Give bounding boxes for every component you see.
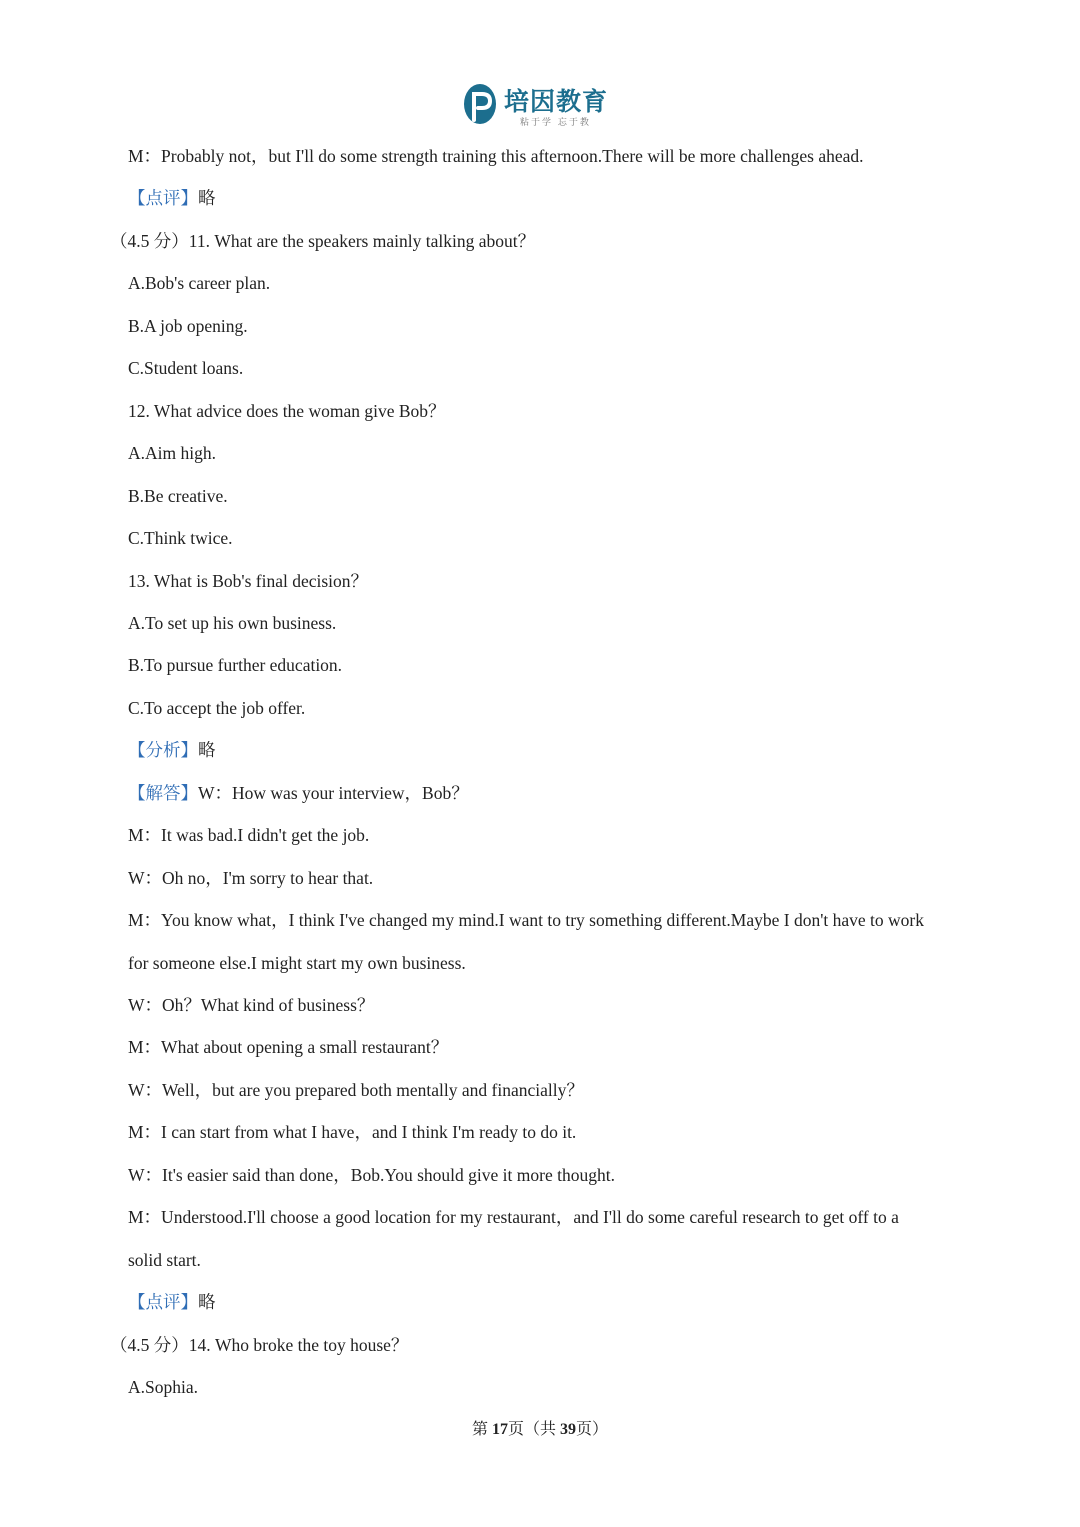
text-line: [128, 824, 369, 846]
line-text: W：Oh no，I'm sorry to hear that.: [128, 868, 374, 888]
text-line: [128, 485, 228, 507]
text-line: [110, 1334, 408, 1356]
line-text: 略: [198, 1292, 216, 1312]
text-line: [128, 145, 864, 167]
text-line: [128, 1036, 448, 1058]
line-text: （4.5 分）14. Who broke the toy house？: [110, 1335, 409, 1355]
text-line: [128, 1121, 576, 1143]
line-text: solid start.: [128, 1250, 201, 1270]
footer-prefix: 第: [471, 1421, 492, 1438]
text-line: [128, 1291, 216, 1313]
text-line: [128, 272, 270, 294]
footer-suffix: 页）: [576, 1421, 609, 1438]
line-text: A.Aim high.: [128, 443, 216, 463]
line-text: C.Student loans.: [128, 358, 244, 378]
text-line: [128, 612, 336, 634]
line-text: B.To pursue further education.: [128, 655, 343, 675]
page-footer: [0, 1416, 1080, 1439]
line-text: 13. What is Bob's final decision？: [128, 571, 369, 591]
text-line: [128, 994, 374, 1016]
text-line: [128, 952, 466, 974]
line-text: M：You know what，I think I've changed my mind.I want to try something different.Maybe I don't have to work: [128, 910, 924, 930]
text-line: [128, 315, 248, 337]
text-line: [128, 570, 368, 592]
text-line: [128, 782, 469, 804]
line-text: A.Bob's career plan.: [128, 273, 271, 293]
text-line: [128, 1079, 584, 1101]
line-text: C.To accept the job offer.: [128, 698, 306, 718]
text-line: [128, 527, 233, 549]
line-text: 12. What advice does the woman give Bob？: [128, 401, 446, 421]
text-line: [128, 909, 924, 931]
line-text: （4.5 分）11. What are the speakers mainly talking about？: [110, 231, 536, 251]
text-line: [128, 697, 305, 719]
line-text: for someone else.I might start my own business.: [128, 953, 466, 973]
text-line: [128, 1206, 899, 1228]
logo-title: 培因教育: [504, 87, 609, 116]
line-text: M：I can start from what I have，and I think I'm ready to do it.: [128, 1122, 577, 1142]
logo-slogan: 粘于学 忘于教: [520, 118, 591, 128]
text-line: [128, 400, 446, 422]
text-line: [128, 357, 243, 379]
section-tag: 【解答】: [128, 783, 198, 803]
line-text: M：It was bad.I didn't get the job.: [128, 825, 370, 845]
text-line: [128, 442, 216, 464]
line-text: M：Probably not，but I'll do some strength training this afternoon.There will be more challenges ahead.: [128, 146, 864, 166]
line-text: M：Understood.I'll choose a good location for my restaurant，and I'll do some careful research to get off to a: [128, 1207, 899, 1227]
line-text: A.To set up his own business.: [128, 613, 337, 633]
text-line: [128, 1249, 201, 1271]
line-text: 略: [198, 740, 216, 760]
line-text: B.A job opening.: [128, 316, 248, 336]
text-line: [128, 1376, 198, 1398]
text-line: [128, 867, 373, 889]
line-text: C.Think twice.: [128, 528, 233, 548]
line-text: B.Be creative.: [128, 486, 228, 506]
text-line: [110, 230, 535, 252]
line-text: W：Oh？What kind of business？: [128, 995, 375, 1015]
text-line: [128, 1164, 615, 1186]
line-text: 略: [198, 188, 216, 208]
section-tag: 【点评】: [128, 188, 198, 208]
footer-middle: 页（共: [507, 1421, 560, 1438]
text-line: [128, 187, 216, 209]
section-tag: 【分析】: [128, 740, 198, 760]
line-text: A.Sophia.: [128, 1377, 198, 1397]
line-text: W：How was your interview，Bob？: [198, 783, 469, 803]
line-text: W：Well，but are you prepared both mentally and financially？: [128, 1080, 584, 1100]
text-line: [128, 654, 342, 676]
section-tag: 【点评】: [128, 1292, 198, 1312]
line-text: W：It's easier said than done，Bob.You should give it more thought.: [128, 1165, 615, 1185]
text-line: [128, 739, 216, 761]
line-text: M：What about opening a small restaurant？: [128, 1037, 449, 1057]
footer-total-pages: 39: [560, 1421, 576, 1438]
footer-page-number: 17: [491, 1421, 508, 1438]
